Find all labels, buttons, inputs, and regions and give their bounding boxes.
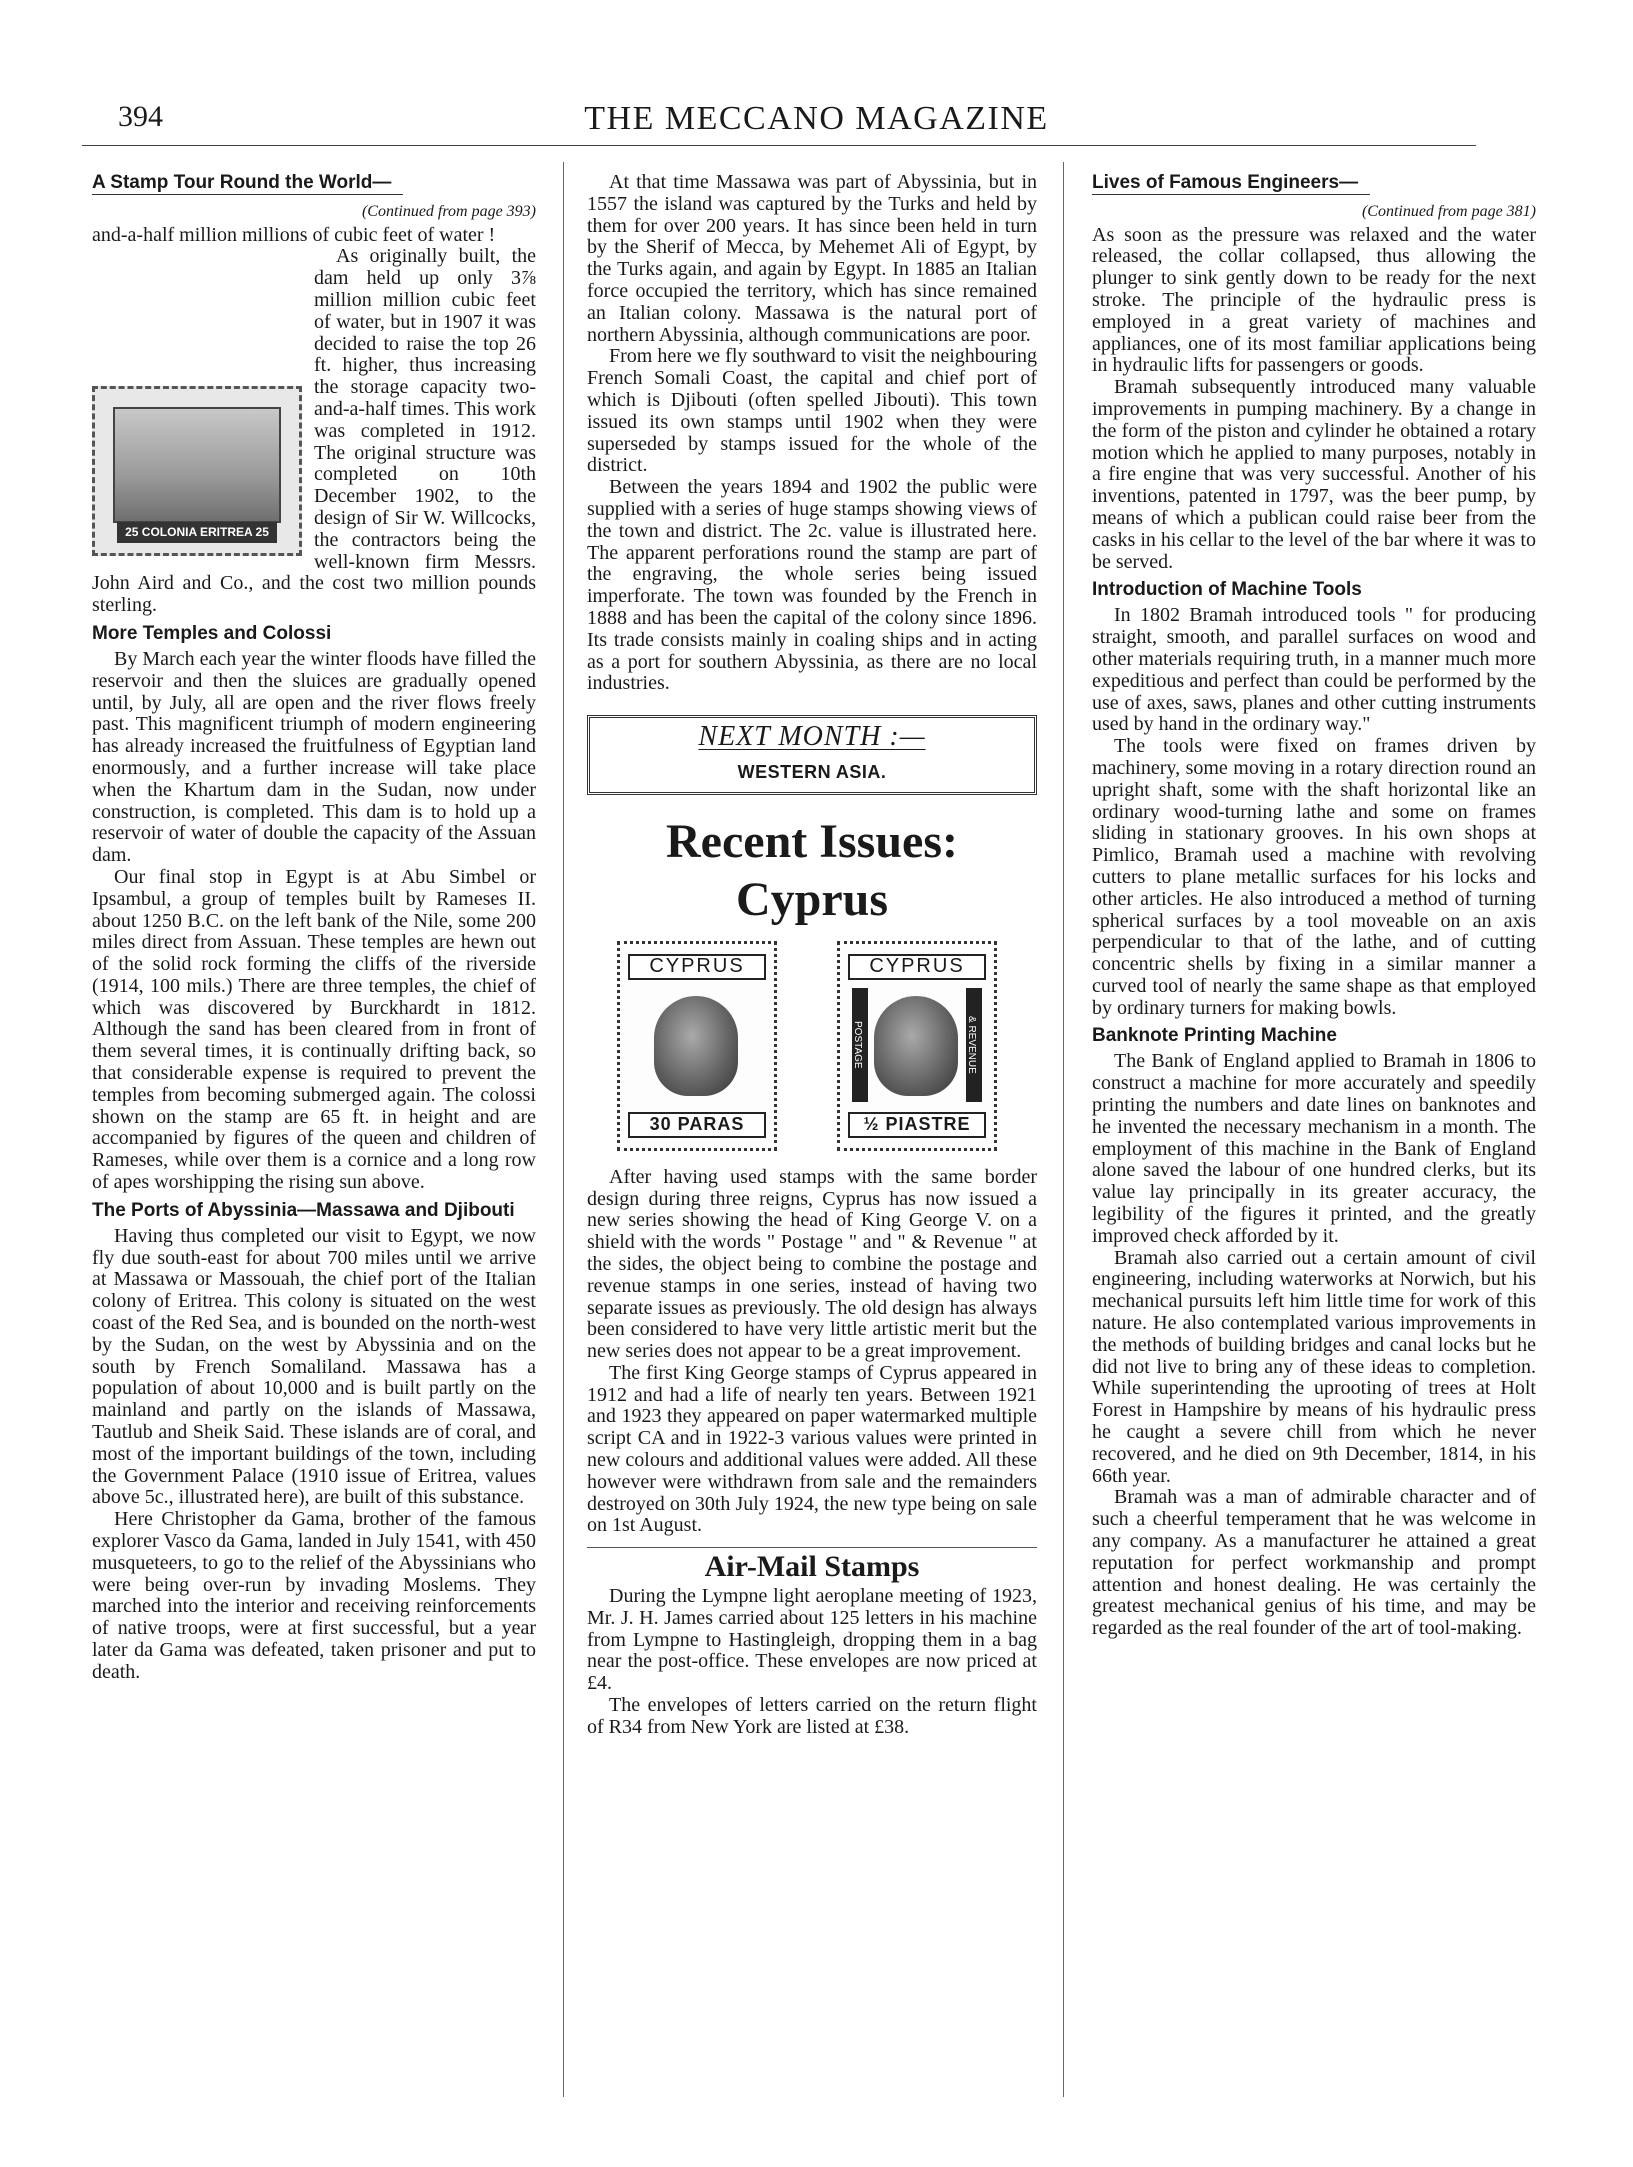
paragraph: Bramah was a man of admirable character and of such a cheerful temperament that he was welcome in any company. As a manufacturer he attained a great reputation for perfect workmanship and prompt attention and honest dealing. He was certainly the greatest mechanical genius of his time, and may be regarded as the real founder of the art of tool-making. [1092,1486,1536,1640]
section-heading: More Temples and Colossi [92,622,332,644]
column-divider [563,162,564,2097]
article-heading: Lives of Famous Engineers— [1092,172,1370,195]
paragraph: As soon as the pressure was relaxed and the water released, the collar collapsed, thus allowing the plunger to sink gently down to be ready for the next stroke. The principle of the hydraulic press is employed in a great variety of machines and appliances, one of its most familiar applications being in hydraulic lifts for passengers or goods. [1092,223,1536,377]
stamp-image [113,407,281,523]
paragraph: Bramah also carried out a certain amount of civil engineering, including waterworks at Norwich, but his mechanical pursuits left him little time for work of this nature. He also contemplated various improvements in the methods of building bridges and canal locks but he did not live to bring any of these ideas to completion. While superintending the uprooting of trees at Holt Forest in Hampshire by means of his hydraulic press he caught a severe chill from which he never recovered, and he died on 9th December, 1814, in his 66th year. [1092,1246,1536,1487]
cyprus-stamp-30-paras [617,941,777,1151]
paragraph: The first King George stamps of Cyprus appeared in 1912 and had a life of nearly ten years. Between 1921 and 1923 they appeared on paper watermarked multiple script CA and in 1922-3 various values were printed in new colours and additional values were added. All these however were withdrawn from sale and the remainders destroyed on 30th July 1924, the new type being on sale on 1st August. [587,1361,1037,1537]
paragraph: During the Lympne light aeroplane meeting of 1923, Mr. J. H. James carried about 125 letters in his machine from Lympne to Hastingleigh, dropping them in a bag near the post-office. These envelopes are now priced at £4. [587,1585,1037,1695]
paragraph: Having thus completed our visit to Egypt, we now fly due south-east for about 700 miles until we arrive at Massawa or Massouah, the chief port of the Italian colony of Eritrea. This colony is situated on the west coast of the Red Sea, and is bounded on the north-west by the Sudan, on the west by Abyssinia and on the south by French Somaliland. Massawa has a population of about 10,000 and is built partly on the mainland and partly on the islands of Massawa, Tautlub and Sheik Said. These islands are of coral, and most of the important buildings of the town, including the Government Palace (1910 issue of Eritrea, values above 5c., illustrated here), are built of this substance. [92,1224,536,1509]
stamp-value-label: ½ PIASTRE [848,1112,986,1138]
column-3 [1092,172,1536,2092]
continued-note: (Continued from page 381) [1361,202,1536,220]
paragraph: Between the years 1894 and 1902 the public were supplied with a series of huge stamps showing views of the town and district. The 2c. value is illustrated here. The apparent perforations round the stamp are part of the engraving, the whole series being issued imperforate. The town was founded by the French in 1888 and has been the capital of the colony since 1896. Its trade consists mainly in coaling ships and in acting as a port for southern Abyssinia, as there are no local industries. [587,476,1037,695]
column-1 [92,172,536,2092]
section-rule [587,1547,1037,1548]
section-heading: Introduction of Machine Tools [1092,579,1362,601]
paragraph: The tools were fixed on frames driven by machinery, some moving in a rotary direction round an upright shaft, some with the shaft horizontal like an ordinary wood-turning lathe and some on frames sliding in stationary grooves. In his own shops at Pimlico, Bramah used a machine with revolving cutters to plane metallic surfaces for his locks and other articles. He also introduced a method of turning spherical surfaces by a tool moveable on an axis perpendicular to that of the lathe, and of cutting concentric shells by fixing in a similar manner a curved tool of nearly the same shape as that employed by ordinary turners for making bowls. [1092,735,1536,1019]
recent-issues-title: Recent Issues: [666,814,958,868]
air-mail-title: Air-Mail Stamps [704,1550,920,1584]
paragraph: After having used stamps with the same border design during three reigns, Cyprus has now issued a new series showing the head of King George V. on a shield with the words " Postage " and " & Revenue " at the sides, the object being to combine the postage and revenue stamps in one series, instead of having two separate issues as previously. The old design has always been considered to have very little artistic merit but the new series does not appear to be a great improvement. [587,1165,1037,1363]
paragraph: The Bank of England applied to Bramah in 1806 to construct a machine for more accurately and speedily printing the numbers and date lines on banknotes and he invented the necessary mechanism in a month. The employment of this machine in the Bank of England alone saved the labour of one hundred clerks, but its value lay principally in its greater accuracy, the legibility of the figures it printed, and the greatly improved check afforded by it. [1092,1050,1536,1247]
masthead-title: THE MECCANO MAGAZINE [584,100,1049,137]
paragraph: The envelopes of letters carried on the return flight of R34 from New York are listed at £38. [587,1694,1037,1738]
paragraph: By March each year the winter floods have filled the reservoir and then the sluices are gradually opened until, by July, all are open and the river flows freely past. This magnificent triumph of modern engineering has already increased the fruitfulness of Egyptian land enormously, and a further increase will take place when the Khartum dam in the Sudan, now under construction, is completed. This dam is to hold up a reservoir of water of double the capacity of the Assuan dam. [92,647,536,867]
stamp-caption: 25 COLONIA ERITREA 25 [117,522,277,544]
paragraph: Our final stop in Egypt is at Abu Simbel or Ipsambul, a group of temples built by Rameses II. about 1250 B.C. on the left bank of the Nile, some 200 miles direct from Assuan. These temples are hewn out of the solid rock forming the cliffs of the riverside (1914, 100 mils.) There are three temples, the chief of which was discovered by Burckhardt in 1812. Although the sand has been cleared from in front of them several times, it is continually drifting back, so that considerable expense is required to prevent the temples from becoming submerged again. The colossi shown on the stamp are 65 ft. in height and are accompanied by figures of the queen and children of Rameses, while over them is a cornice and a long row of apes worshipping the rising sun above. [92,865,536,1194]
page-number: 394 [118,100,163,133]
section-heading: The Ports of Abyssinia—Massawa and Djibouti [92,1199,515,1221]
paragraph: At that time Massawa was part of Abyssinia, but in 1557 the island was captured by the Turks and held by them for over 200 years. It has since been held in turn by the Sherif of Mecca, by Mehemet Ali of Egypt, by the Turks again, and again by Egypt. In 1885 an Italian force occupied the territory, which has since remained an Italian colony. Massawa is the natural port of northern Abyssinia, although communications are poor. [587,172,1037,346]
stamp-side-label: & REVENUE [966,988,982,1102]
next-month-topic: WESTERN ASIA. [737,761,887,782]
recent-issues-subtitle: Cyprus [735,872,889,926]
next-month-label: NEXT MONTH :— [698,721,926,753]
paragraph: and-a-half million millions of cubic feet of water ! [92,223,496,246]
stamp-top-label: CYPRUS [628,954,766,980]
column-2 [587,172,1037,2092]
paragraph: Bramah subsequently introduced many valuable improvements in pumping machinery. By a change in the form of the piston and cylinder he obtained a rotary motion which he applied to many purposes, notably in a fire engine that was very successful. Another of his inventions, patented in 1797, was the beer pump, by means of which a publican could raise beer from the casks in his cellar to the level of the bar where it was to be served. [1092,376,1536,573]
king-head-portrait [874,996,958,1096]
paragraph: In 1802 Bramah introduced tools " for producing straight, smooth, and parallel surfaces on wood and other materials requiring truth, in a manner much more expeditious and perfect than could be performed by the use of axes, saws, planes and other cutting instruments used by hand in the ordinary way." [1092,604,1536,736]
paragraph: As originally built, the dam held up only 3⅞ million million cubic feet of water, but in 1907 it was decided to raise the top 26 ft. higher, thus increasing the storage capacity two-and-a-half times. This work was completed in 1912. The original structure was completed on 10th December 1902, to the design of Sir W. Willcocks, the contractors being the well-known firm Messrs. John Aird and Co., and the cost two million pounds sterling. [92,245,536,617]
continued-note: (Continued from page 393) [361,202,536,220]
stamp-value-label: 30 PARAS [628,1112,766,1138]
paragraph: From here we fly southward to visit the neighbouring French Somali Coast, the capital and chief port of which is Djibouti (often spelled Jibouti). This town issued its own stamps until 1902 when they were superseded by stamps issued for the whole of the district. [587,345,1037,477]
column-divider [1063,162,1064,2097]
paragraph: Here Christopher da Gama, brother of the famous explorer Vasco da Gama, landed in July 1541, with 450 musqueteers, to go to the relief of the Abyssinians who were being over-run by invading Moslems. They marched into the interior and receiving reinforcements of native troops, were at first successful, but a year later da Gama was defeated, taken prisoner and put to death. [92,1508,536,1683]
section-heading: Banknote Printing Machine [1092,1025,1337,1047]
next-month-box [587,715,1037,795]
cyprus-stamp-half-piastre [837,941,997,1151]
stamp-side-label: POSTAGE [852,988,868,1102]
article-heading: A Stamp Tour Round the World— [92,172,403,195]
header-rule [82,145,1476,146]
king-head-portrait [654,996,738,1096]
stamp-top-label: CYPRUS [848,954,986,980]
cyprus-stamps [587,941,1037,1157]
eritrea-stamp [92,386,302,556]
